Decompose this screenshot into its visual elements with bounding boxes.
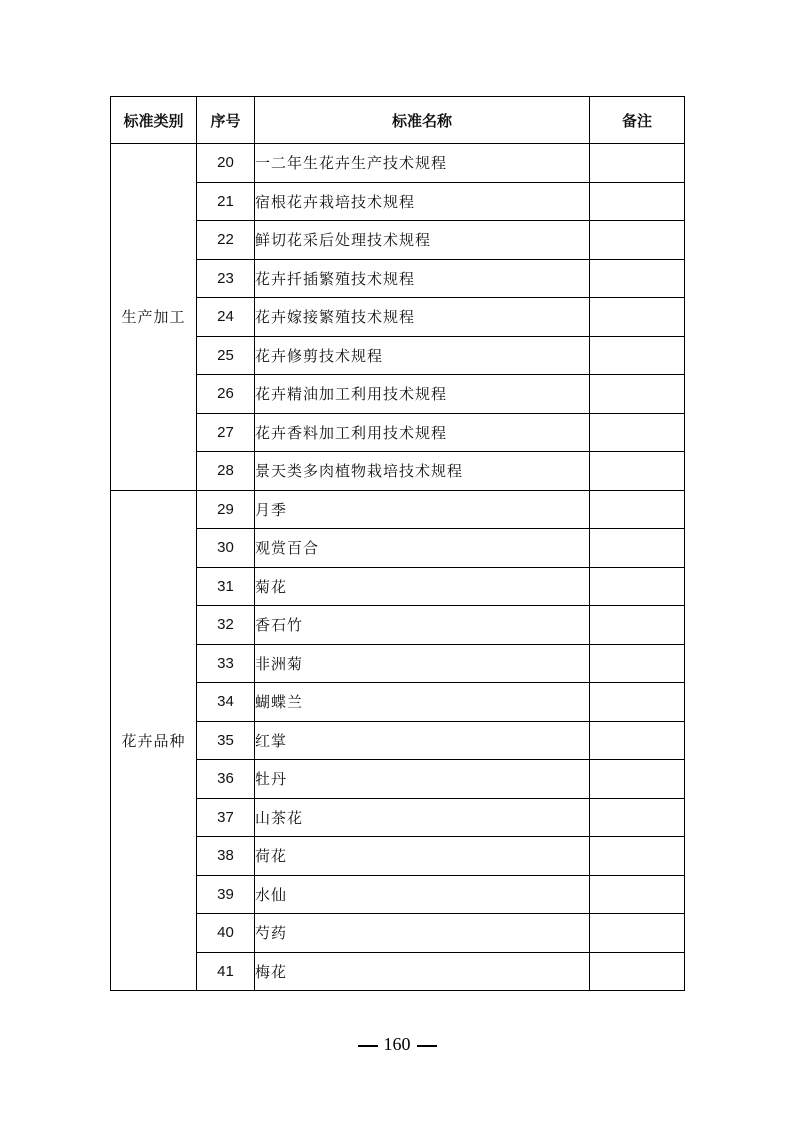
row-number-cell: 34 <box>197 683 255 722</box>
row-number-cell: 40 <box>197 914 255 953</box>
standard-name-cell: 花卉精油加工利用技术规程 <box>255 375 590 414</box>
table-row <box>111 644 685 683</box>
row-number-cell: 26 <box>197 375 255 414</box>
standard-name-cell: 荷花 <box>255 837 590 876</box>
note-cell <box>590 413 685 452</box>
standard-name-cell: 菊花 <box>255 567 590 606</box>
note-cell <box>590 221 685 260</box>
standard-name-cell: 月季 <box>255 490 590 529</box>
table-row <box>111 567 685 606</box>
page-number: 160 <box>383 1034 411 1054</box>
row-number-cell: 27 <box>197 413 255 452</box>
row-number-cell: 38 <box>197 837 255 876</box>
note-cell <box>590 529 685 568</box>
note-cell <box>590 336 685 375</box>
footer-dash-left <box>358 1045 378 1047</box>
note-cell <box>590 606 685 645</box>
note-cell <box>590 952 685 991</box>
row-number-cell: 31 <box>197 567 255 606</box>
table-row <box>111 490 685 529</box>
table-header-row <box>111 97 685 144</box>
row-number-cell: 23 <box>197 259 255 298</box>
standard-name-cell: 梅花 <box>255 952 590 991</box>
table-row <box>111 298 685 337</box>
note-cell <box>590 144 685 183</box>
row-number-cell: 20 <box>197 144 255 183</box>
note-cell <box>590 760 685 799</box>
row-number-cell: 25 <box>197 336 255 375</box>
table-row <box>111 259 685 298</box>
table-row <box>111 375 685 414</box>
standard-name-cell: 花卉修剪技术规程 <box>255 336 590 375</box>
standard-name-cell: 香石竹 <box>255 606 590 645</box>
table-row <box>111 144 685 183</box>
note-cell <box>590 375 685 414</box>
table-row <box>111 798 685 837</box>
note-cell <box>590 259 685 298</box>
header-category: 标准类别 <box>111 97 197 144</box>
note-cell <box>590 683 685 722</box>
standard-name-cell: 花卉香料加工利用技术规程 <box>255 413 590 452</box>
standard-name-cell: 芍药 <box>255 914 590 953</box>
header-name: 标准名称 <box>255 97 590 144</box>
standard-name-cell: 山茶花 <box>255 798 590 837</box>
note-cell <box>590 452 685 491</box>
note-cell <box>590 875 685 914</box>
table-row <box>111 336 685 375</box>
note-cell <box>590 798 685 837</box>
table-row <box>111 721 685 760</box>
standard-name-cell: 一二年生花卉生产技术规程 <box>255 144 590 183</box>
row-number-cell: 24 <box>197 298 255 337</box>
standard-name-cell: 蝴蝶兰 <box>255 683 590 722</box>
footer-dash-right <box>417 1045 437 1047</box>
table-row <box>111 452 685 491</box>
row-number-cell: 32 <box>197 606 255 645</box>
standards-table <box>110 96 685 991</box>
page-footer <box>0 1034 794 1055</box>
table-row <box>111 837 685 876</box>
row-number-cell: 36 <box>197 760 255 799</box>
note-cell <box>590 837 685 876</box>
table-row <box>111 182 685 221</box>
row-number-cell: 41 <box>197 952 255 991</box>
table-row <box>111 529 685 568</box>
row-number-cell: 30 <box>197 529 255 568</box>
standard-name-cell: 花卉扦插繁殖技术规程 <box>255 259 590 298</box>
standard-name-cell: 鲜切花采后处理技术规程 <box>255 221 590 260</box>
note-cell <box>590 721 685 760</box>
category-cell: 生产加工 <box>111 144 197 491</box>
note-cell <box>590 490 685 529</box>
standard-name-cell: 景天类多肉植物栽培技术规程 <box>255 452 590 491</box>
standard-name-cell: 水仙 <box>255 875 590 914</box>
row-number-cell: 29 <box>197 490 255 529</box>
table-row <box>111 875 685 914</box>
table-row <box>111 606 685 645</box>
note-cell <box>590 644 685 683</box>
header-number: 序号 <box>197 97 255 144</box>
row-number-cell: 21 <box>197 182 255 221</box>
table-row <box>111 952 685 991</box>
standard-name-cell: 花卉嫁接繁殖技术规程 <box>255 298 590 337</box>
standard-name-cell: 牡丹 <box>255 760 590 799</box>
row-number-cell: 39 <box>197 875 255 914</box>
row-number-cell: 33 <box>197 644 255 683</box>
table-row <box>111 914 685 953</box>
row-number-cell: 28 <box>197 452 255 491</box>
note-cell <box>590 567 685 606</box>
table-row <box>111 760 685 799</box>
standard-name-cell: 宿根花卉栽培技术规程 <box>255 182 590 221</box>
note-cell <box>590 298 685 337</box>
table-body <box>111 144 685 991</box>
note-cell <box>590 182 685 221</box>
row-number-cell: 35 <box>197 721 255 760</box>
row-number-cell: 37 <box>197 798 255 837</box>
table-row <box>111 221 685 260</box>
table-row <box>111 413 685 452</box>
standard-name-cell: 观赏百合 <box>255 529 590 568</box>
row-number-cell: 22 <box>197 221 255 260</box>
category-cell: 花卉品种 <box>111 490 197 991</box>
standard-name-cell: 非洲菊 <box>255 644 590 683</box>
header-note: 备注 <box>590 97 685 144</box>
standard-name-cell: 红掌 <box>255 721 590 760</box>
table-row <box>111 683 685 722</box>
note-cell <box>590 914 685 953</box>
